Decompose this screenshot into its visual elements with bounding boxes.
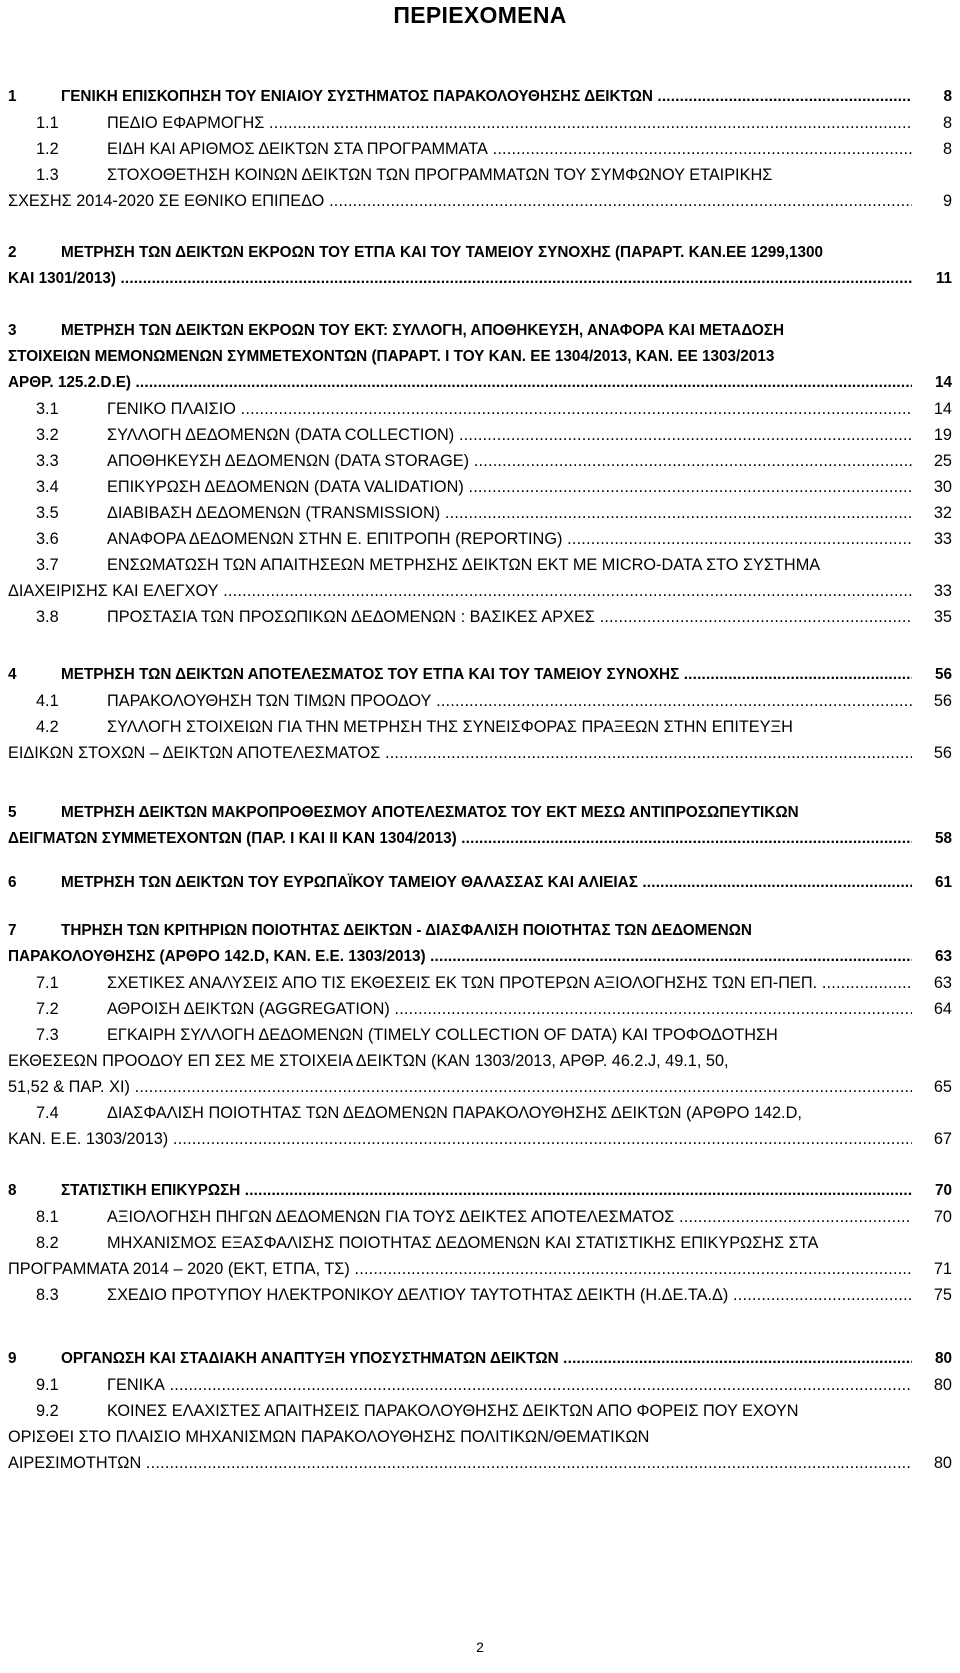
toc-entry-page: 56 <box>932 662 952 688</box>
toc-entry[interactable] <box>0 318 952 396</box>
toc-entry-page: 35 <box>931 604 952 630</box>
toc-entry-title: ΓΕΝΙΚΟ ΠΛΑΙΣΙΟ ..... <box>107 396 912 422</box>
toc-entry-title: ΠΕΔΙΟ ΕΦΑΡΜΟΓΗΣ ..... <box>107 110 912 136</box>
toc-entry-title: ΜΕΤΡΗΣΗ ΤΩΝ ΔΕΙΚΤΩΝ ΕΚΡΟΩΝ ΤΟΥ ΕΤΠΑ ΚΑΙ ΤΟΥ ΤΑΜΕΙΟΥ ΣΥΝΟΧΗΣ (ΠΑΡΑΡΤ. ΚΑΝ.ΕΕ 1299,1300 <box>61 244 823 261</box>
toc-entry-title: ΕΓΚΑΙΡΗ ΣΥΛΛΟΓΗ ΔΕΔΟΜΕΝΩΝ (TIMELY COLLECTION OF DATA) ΚΑΙ ΤΡΟΦΟΔΟΤΗΣΗ <box>107 1026 778 1044</box>
toc-entry-title: 51,52 & ΠΑΡ. XI) ..... <box>8 1074 912 1100</box>
toc-entry[interactable] <box>0 1398 952 1476</box>
toc-entry-title: ΜΕΤΡΗΣΗ ΔΕΙΚΤΩΝ ΜΑΚΡΟΠΡΟΘΕΣΜΟΥ ΑΠΟΤΕΛΕΣΜΑΤΟΣ ΤΟΥ ΕΚΤ ΜΕΣΩ ΑΝΤΙΠΡΟΣΩΠΕΥΤΙΚΩΝ <box>61 804 799 821</box>
toc-entry-title: ΕΝΣΩΜΑΤΩΣΗ ΤΩΝ ΑΠΑΙΤΗΣΕΩΝ ΜΕΤΡΗΣΗΣ ΔΕΙΚΤΩΝ ΕΚΤ ΜΕ MICRO-DATA ΣΤΟ ΣΥΣΤΗΜΑ <box>107 556 821 574</box>
toc-entry-page: 61 <box>932 870 952 896</box>
toc-entry-page: 75 <box>931 1282 952 1308</box>
toc-entry-number: 5 <box>8 804 17 821</box>
toc-entry[interactable] <box>0 714 952 766</box>
toc-entry-title: ΔΙΑΒΙΒΑΣΗ ΔΕΔΟΜΕΝΩΝ (TRANSMISSION) ..... <box>107 500 912 526</box>
toc-entry-title: ΔΕΙΓΜΑΤΩΝ ΣΥΜΜΕΤΕΧΟΝΤΩΝ (ΠΑΡ. Ι ΚΑΙ ΙΙ ΚΑΝ 1304/2013) ..... <box>8 826 912 852</box>
toc-entry-number: 7.2 <box>36 1000 59 1018</box>
toc-entry-number: 2 <box>8 244 17 261</box>
toc-entry-page: 14 <box>932 370 952 396</box>
toc-entry[interactable] <box>0 800 952 852</box>
toc-entry-title: ΚΑΙ 1301/2013) ..... <box>8 266 912 292</box>
toc-entry-number: 4 <box>8 666 17 683</box>
toc-entry-number: 3.7 <box>36 556 59 574</box>
toc-entry-number: 8.2 <box>36 1234 59 1252</box>
toc-entry-title: ΑΡΘΡ. 125.2.D.E) ..... <box>8 370 912 396</box>
toc-entry-title: ΓΕΝΙΚΑ ..... <box>107 1372 912 1398</box>
toc-entry-page: 56 <box>931 740 952 766</box>
toc-entry-title: ΓΕΝΙΚΗ ΕΠΙΣΚΟΠΗΣΗ ΤΟΥ ΕΝΙΑΙΟΥ ΣΥΣΤΗΜΑΤΟΣ ΠΑΡΑΚΟΛΟΥΘΗΣΗΣ ΔΕΙΚΤΩΝ ..... <box>61 84 912 110</box>
toc-entry[interactable] <box>0 110 952 136</box>
toc-entry-title: ΣΧΕΣΗΣ 2014-2020 ΣΕ ΕΘΝΙΚΟ ΕΠΙΠΕΔΟ ..... <box>8 188 912 214</box>
toc-entry[interactable] <box>0 970 952 996</box>
toc-entry-page: 8 <box>940 84 952 110</box>
toc-entry-number: 3 <box>8 322 17 339</box>
toc-entry-page: 25 <box>931 448 952 474</box>
toc-entry-title: ΣΤΟΧΟΘΕΤΗΣΗ ΚΟΙΝΩΝ ΔΕΙΚΤΩΝ ΤΩΝ ΠΡΟΓΡΑΜΜΑΤΩΝ ΤΟΥ ΣΥΜΦΩΝΟΥ ΕΤΑΙΡΙΚΗΣ <box>107 166 773 184</box>
toc-entry[interactable] <box>0 918 952 970</box>
toc-entry-page: 19 <box>931 422 952 448</box>
toc-entry[interactable] <box>0 1204 952 1230</box>
toc-entry-page: 14 <box>931 396 952 422</box>
toc-entry-number: 9 <box>8 1350 17 1367</box>
toc-entry[interactable] <box>0 1178 952 1204</box>
toc-entry[interactable] <box>0 604 952 630</box>
toc-entry-number: 7.1 <box>36 974 59 992</box>
toc-entry-number: 7 <box>8 922 17 939</box>
toc-entry-page: 71 <box>931 1256 952 1282</box>
toc-entry-page: 80 <box>932 1346 952 1372</box>
toc-entry-page: 32 <box>931 500 952 526</box>
toc-entry-page: 63 <box>932 944 952 970</box>
toc-entry[interactable] <box>0 1022 952 1100</box>
toc-entry-page: 30 <box>931 474 952 500</box>
toc-entry-title: ΑΙΡΕΣΙΜΟΤΗΤΩΝ ..... <box>8 1450 912 1476</box>
toc-entry[interactable] <box>0 1100 952 1152</box>
toc-entry-page: 33 <box>931 526 952 552</box>
toc-entry-page: 80 <box>931 1372 952 1398</box>
toc-entry-number: 9.1 <box>36 1376 59 1394</box>
toc-entry[interactable] <box>0 422 952 448</box>
toc-entry-title: ΔΙΑΣΦΑΛΙΣΗ ΠΟΙΟΤΗΤΑΣ ΤΩΝ ΔΕΔΟΜΕΝΩΝ ΠΑΡΑΚΟΛΟΥΘΗΣΗΣ ΔΕΙΚΤΩΝ (ΑΡΘΡΟ 142.D, <box>107 1104 802 1122</box>
page-number: 2 <box>476 1639 484 1655</box>
toc-entry-number: 7.3 <box>36 1026 59 1044</box>
toc-entry-title: ΣΥΛΛΟΓΗ ΔΕΔΟΜΕΝΩΝ (DATA COLLECTION) ..... <box>107 422 912 448</box>
toc-entry-title: ΕΚΘΕΣΕΩΝ ΠΡΟΟΔΟΥ ΕΠ ΣΕΣ ΜΕ ΣΤΟΙΧΕΙΑ ΔΕΙΚΤΩΝ (ΚΑΝ 1303/2013, ΑΡΘΡ. 46.2.J, 49.1, 50, <box>8 1052 729 1070</box>
toc-entry-number: 8.3 <box>36 1286 59 1304</box>
toc-entry-page: 63 <box>931 970 952 996</box>
toc-entry-number: 7.4 <box>36 1104 59 1122</box>
toc-entry-number: 1.3 <box>36 166 59 184</box>
toc-entry-title: ΑΘΡΟΙΣΗ ΔΕΙΚΤΩΝ (AGGREGATION) ..... <box>107 996 912 1022</box>
toc-entry-page: 11 <box>933 266 952 292</box>
toc-entry-page: 70 <box>931 1204 952 1230</box>
toc-entry[interactable] <box>0 240 952 292</box>
toc-entry[interactable] <box>0 688 952 714</box>
toc-entry[interactable] <box>0 662 952 688</box>
toc-entry-title: ΕΙΔΙΚΩΝ ΣΤΟΧΩΝ – ΔΕΙΚΤΩΝ ΑΠΟΤΕΛΕΣΜΑΤΟΣ ..... <box>8 740 912 766</box>
toc-entry[interactable] <box>0 552 952 604</box>
toc-entry-title: ΚΑΝ. Ε.Ε. 1303/2013) ..... <box>8 1126 912 1152</box>
toc-entry-title: ΚΟΙΝΕΣ ΕΛΑΧΙΣΤΕΣ ΑΠΑΙΤΗΣΕΙΣ ΠΑΡΑΚΟΛΟΥΘΗΣΗΣ ΔΕΙΚΤΩΝ ΑΠΟ ΦΟΡΕΙΣ ΠΟΥ ΕΧΟΥΝ <box>107 1402 799 1420</box>
toc-entry-number: 6 <box>8 874 17 891</box>
toc-entry[interactable] <box>0 526 952 552</box>
toc-entry-number: 8 <box>8 1182 17 1199</box>
toc-entry[interactable] <box>0 500 952 526</box>
toc-entry-page: 33 <box>931 578 952 604</box>
toc-entry-title: ΜΗΧΑΝΙΣΜΟΣ ΕΞΑΣΦΑΛΙΣΗΣ ΠΟΙΟΤΗΤΑΣ ΔΕΔΟΜΕΝΩΝ ΚΑΙ ΣΤΑΤΙΣΤΙΚΗΣ ΕΠΙΚΥΡΩΣΗΣ ΣΤΑ <box>107 1234 819 1252</box>
toc-entry[interactable] <box>0 1346 952 1372</box>
toc-entry[interactable] <box>0 1230 952 1282</box>
toc-entry-number: 8.1 <box>36 1208 59 1226</box>
toc-entry-title: ΕΙΔΗ ΚΑΙ ΑΡΙΘΜΟΣ ΔΕΙΚΤΩΝ ΣΤΑ ΠΡΟΓΡΑΜΜΑΤΑ ..... <box>107 136 912 162</box>
toc-entry-title: ΠΡΟΓΡΑΜΜΑΤΑ 2014 – 2020 (ΕΚΤ, ΕΤΠΑ, ΤΣ) ..... <box>8 1256 912 1282</box>
toc-entry-number: 4.1 <box>36 692 59 710</box>
toc-entry-number: 4.2 <box>36 718 59 736</box>
toc-entry-title: ΑΝΑΦΟΡΑ ΔΕΔΟΜΕΝΩΝ ΣΤΗΝ Ε. ΕΠΙΤΡΟΠΗ (REPORTING) ..... <box>107 526 912 552</box>
toc-entry-page: 8 <box>940 110 952 136</box>
toc-entry-page: 8 <box>940 136 952 162</box>
toc-entry-number: 3.4 <box>36 478 59 496</box>
toc-entry-title: ΜΕΤΡΗΣΗ ΤΩΝ ΔΕΙΚΤΩΝ ΤΟΥ ΕΥΡΩΠΑΪΚΟΥ ΤΑΜΕΙΟΥ ΘΑΛΑΣΣΑΣ ΚΑΙ ΑΛΙΕΙΑΣ ..... <box>61 870 912 896</box>
toc-entry[interactable] <box>0 162 952 214</box>
toc-entry-title: ΑΠΟΘΗΚΕΥΣΗ ΔΕΔΟΜΕΝΩΝ (DATA STORAGE) ..... <box>107 448 912 474</box>
toc-entry-title: ΠΑΡΑΚΟΛΟΥΘΗΣΗ ΤΩΝ ΤΙΜΩΝ ΠΡΟΟΔΟΥ ..... <box>107 688 912 714</box>
toc-entry-title: ΣΤΑΤΙΣΤΙΚΗ ΕΠΙΚΥΡΩΣΗ ..... <box>61 1178 912 1204</box>
toc-entry-title: ΣΧΕΔΙΟ ΠΡΟΤΥΠΟΥ ΗΛΕΚΤΡΟΝΙΚΟΥ ΔΕΛΤΙΟΥ ΤΑΥΤΟΤΗΤΑΣ ΔΕΙΚΤΗ (Η.ΔΕ.ΤΑ.Δ) ..... <box>107 1282 912 1308</box>
toc-entry-title: ΑΞΙΟΛΟΓΗΣΗ ΠΗΓΩΝ ΔΕΔΟΜΕΝΩΝ ΓΙΑ ΤΟΥΣ ΔΕΙΚΤΕΣ ΑΠΟΤΕΛΕΣΜΑΤΟΣ ..... <box>107 1204 912 1230</box>
toc-entry-number: 1.1 <box>36 114 59 132</box>
toc-entry-page: 58 <box>932 826 952 852</box>
toc-entry-page: 67 <box>931 1126 952 1152</box>
toc-entry-title: ΕΠΙΚΥΡΩΣΗ ΔΕΔΟΜΕΝΩΝ (DATA VALIDATION) ..... <box>107 474 912 500</box>
toc-entry-number: 3.3 <box>36 452 59 470</box>
toc-entry-title: ΣΧΕΤΙΚΕΣ ΑΝΑΛΥΣΕΙΣ ΑΠΟ ΤΙΣ ΕΚΘΕΣΕΙΣ ΕΚ ΤΩΝ ΠΡΟΤΕΡΩΝ ΑΞΙΟΛΟΓΗΣΗΣ ΤΩΝ ΕΠ-ΠΕΠ. ..... <box>107 970 912 996</box>
toc-entry-title: ΔΙΑΧΕΙΡΙΣΗΣ ΚΑΙ ΕΛΕΓΧΟΥ ..... <box>8 578 912 604</box>
toc-entry-title: ΜΕΤΡΗΣΗ ΤΩΝ ΔΕΙΚΤΩΝ ΕΚΡΟΩΝ ΤΟΥ ΕΚΤ: ΣΥΛΛΟΓΗ, ΑΠΟΘΗΚΕΥΣΗ, ΑΝΑΦΟΡΑ ΚΑΙ ΜΕΤΑΔΟΣΗ <box>61 322 785 339</box>
toc-entry-page: 70 <box>932 1178 952 1204</box>
toc-entry[interactable] <box>0 448 952 474</box>
toc-entry[interactable] <box>0 84 952 110</box>
toc-entry-title: ΟΡΓΑΝΩΣΗ ΚΑΙ ΣΤΑΔΙΑΚΗ ΑΝΑΠΤΥΞΗ ΥΠΟΣΥΣΤΗΜΑΤΩΝ ΔΕΙΚΤΩΝ ..... <box>61 1346 912 1372</box>
toc-entry-title: ΜΕΤΡΗΣΗ ΤΩΝ ΔΕΙΚΤΩΝ ΑΠΟΤΕΛΕΣΜΑΤΟΣ ΤΟΥ ΕΤΠΑ ΚΑΙ ΤΟΥ ΤΑΜΕΙΟΥ ΣΥΝΟΧΗΣ ..... <box>61 662 912 688</box>
toc-entry-page: 56 <box>931 688 952 714</box>
toc-entry-number: 3.8 <box>36 608 59 626</box>
page-title: ΠΕΡΙΕΧΟΜΕΝΑ <box>393 2 567 28</box>
toc-entry[interactable] <box>0 996 952 1022</box>
toc-entry-number: 3.2 <box>36 426 59 444</box>
toc-entry[interactable] <box>0 1372 952 1398</box>
toc-entry[interactable] <box>0 474 952 500</box>
toc-entry-page: 64 <box>931 996 952 1022</box>
toc-entry-title: ΤΗΡΗΣΗ ΤΩΝ ΚΡΙΤΗΡΙΩΝ ΠΟΙΟΤΗΤΑΣ ΔΕΙΚΤΩΝ - ΔΙΑΣΦΑΛΙΣΗ ΠΟΙΟΤΗΤΑΣ ΤΩΝ ΔΕΔΟΜΕΝΩΝ <box>61 922 752 939</box>
toc-entry-number: 3.1 <box>36 400 59 418</box>
toc-entry-page: 80 <box>931 1450 952 1476</box>
toc-entry-title: ΣΥΛΛΟΓΗ ΣΤΟΙΧΕΙΩΝ ΓΙΑ ΤΗΝ ΜΕΤΡΗΣΗ ΤΗΣ ΣΥΝΕΙΣΦΟΡΑΣ ΠΡΑΞΕΩΝ ΣΤΗΝ ΕΠΙΤΕΥΞΗ <box>107 718 793 736</box>
toc-entry[interactable] <box>0 136 952 162</box>
toc-entry-number: 3.5 <box>36 504 59 522</box>
toc-entry-number: 1 <box>8 88 17 105</box>
toc-entry-page: 65 <box>931 1074 952 1100</box>
toc-entry-number: 3.6 <box>36 530 59 548</box>
toc-entry-title: ΟΡΙΣΘΕΙ ΣΤΟ ΠΛΑΙΣΙΟ ΜΗΧΑΝΙΣΜΩΝ ΠΑΡΑΚΟΛΟΥΘΗΣΗΣ ΠΟΛΙΤΙΚΩΝ/ΘΕΜΑΤΙΚΩΝ <box>8 1428 650 1446</box>
toc-entry[interactable] <box>0 396 952 422</box>
toc-entry-title: ΣΤΟΙΧΕΙΩΝ ΜΕΜΟΝΩΜΕΝΩΝ ΣΥΜΜΕΤΕΧΟΝΤΩΝ (ΠΑΡΑΡΤ. Ι ΤΟΥ ΚΑΝ. ΕΕ 1304/2013, ΚΑΝ. ΕΕ 1303/2013 <box>8 348 775 365</box>
toc-entry-page: 9 <box>940 188 952 214</box>
toc-entry-title: ΠΑΡΑΚΟΛΟΥΘΗΣΗΣ (ΑΡΘΡΟ 142.D, ΚΑΝ. Ε.Ε. 1303/2013) ..... <box>8 944 912 970</box>
toc-entry-number: 9.2 <box>36 1402 59 1420</box>
toc-entry-number: 1.2 <box>36 140 59 158</box>
toc-entry-title: ΠΡΟΣΤΑΣΙΑ ΤΩΝ ΠΡΟΣΩΠΙΚΩΝ ΔΕΔΟΜΕΝΩΝ : ΒΑΣΙΚΕΣ ΑΡΧΕΣ ..... <box>107 604 912 630</box>
toc-entry[interactable] <box>0 1282 952 1308</box>
toc-entry[interactable] <box>0 870 952 896</box>
